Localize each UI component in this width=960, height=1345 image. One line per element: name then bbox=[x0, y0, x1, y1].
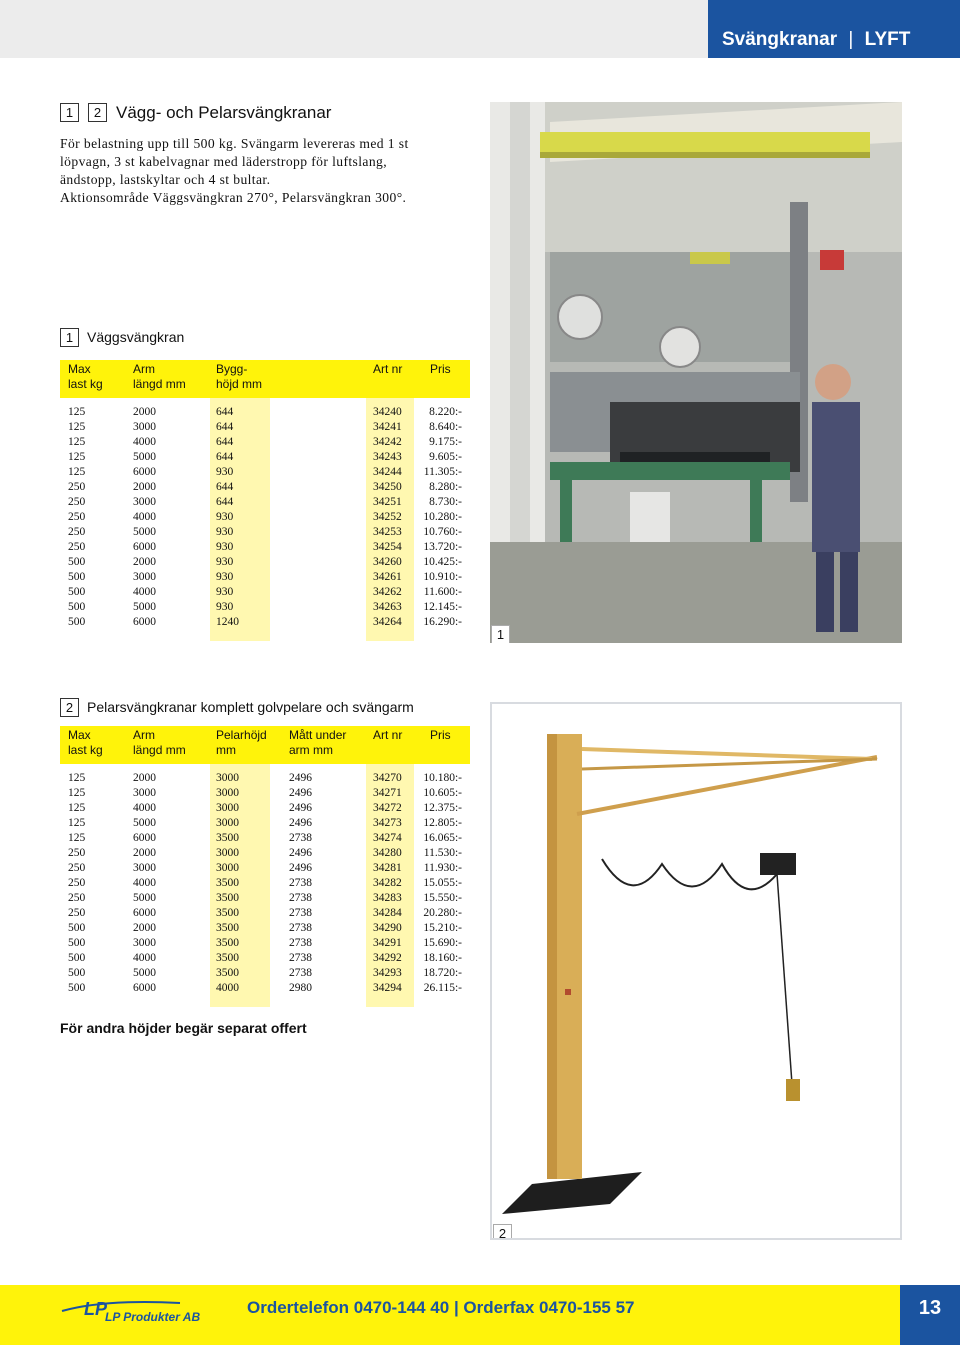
table2-cell: 2738 bbox=[289, 892, 312, 904]
table2-cell: 15.210:- bbox=[423, 922, 462, 934]
table1-header-line: längd mm bbox=[133, 377, 186, 391]
table1-cell: 500 bbox=[68, 556, 86, 568]
table1-cell: 8.220:- bbox=[429, 406, 462, 418]
photo2-label: 2 bbox=[493, 1224, 512, 1240]
table2-cell: 15.550:- bbox=[423, 892, 462, 904]
table1-badge: 1 bbox=[60, 328, 79, 347]
table2-cell: 250 bbox=[68, 877, 86, 889]
table2-cell: 5000 bbox=[133, 817, 156, 829]
table2-title: Pelarsvängkranar komplett golvpelare och svängarm bbox=[87, 699, 414, 715]
table2-cell: 3000 bbox=[216, 817, 239, 829]
table2-cell: 500 bbox=[68, 967, 86, 979]
table2-cell: 34291 bbox=[373, 937, 402, 949]
intro-line: ändstopp, lastskyltar och 4 st bultar. bbox=[60, 172, 271, 187]
table2-cell: 34292 bbox=[373, 952, 402, 964]
table1-cell: 500 bbox=[68, 571, 86, 583]
table2-cell: 26.115:- bbox=[423, 982, 462, 994]
table2-cell: 6000 bbox=[133, 907, 156, 919]
header-title-text: Svängkranar bbox=[722, 29, 838, 50]
table2-cell: 12.805:- bbox=[423, 817, 462, 829]
table1-header-row bbox=[60, 360, 470, 398]
table1-cell: 500 bbox=[68, 616, 86, 628]
intro-line: För belastning upp till 500 kg. Svängarm levereras med 1 st bbox=[60, 136, 409, 151]
table2-cell: 34282 bbox=[373, 877, 402, 889]
table2-header-line: Mått under bbox=[289, 728, 347, 742]
table2-cell: 12.375:- bbox=[423, 802, 462, 814]
table1-cell: 930 bbox=[216, 601, 234, 613]
table2-cell: 2000 bbox=[133, 847, 156, 859]
table1-header-line: Pris bbox=[430, 362, 451, 376]
table2-cell: 16.065:- bbox=[423, 832, 462, 844]
table2-header-line: last kg bbox=[68, 743, 103, 757]
table1-cell: 250 bbox=[68, 511, 86, 523]
table2-header-cell bbox=[430, 728, 451, 743]
table1-cell: 10.760:- bbox=[423, 526, 462, 538]
table2-cell: 34271 bbox=[373, 787, 402, 799]
photo1-label: 1 bbox=[491, 625, 510, 643]
table2-cell: 2738 bbox=[289, 832, 312, 844]
table1-header-cell bbox=[430, 362, 451, 377]
table2-cell: 3000 bbox=[216, 847, 239, 859]
table2-cell: 250 bbox=[68, 862, 86, 874]
table2-cell: 2738 bbox=[289, 877, 312, 889]
table1-cell: 10.910:- bbox=[423, 571, 462, 583]
table1-cell: 34263 bbox=[373, 601, 402, 613]
table1-cell: 10.425:- bbox=[423, 556, 462, 568]
table2-cell: 2496 bbox=[289, 817, 312, 829]
table2-cell: 2496 bbox=[289, 772, 312, 784]
table1-cell: 644 bbox=[216, 496, 234, 508]
table2-header-line: Pelarhöjd bbox=[216, 728, 267, 742]
table2-cell: 3000 bbox=[216, 787, 239, 799]
table1-cell: 930 bbox=[216, 556, 234, 568]
table2-cell: 2000 bbox=[133, 922, 156, 934]
table2-header-cell bbox=[216, 728, 267, 758]
table1-cell: 930 bbox=[216, 526, 234, 538]
table2-cell: 5000 bbox=[133, 892, 156, 904]
table1-cell: 34260 bbox=[373, 556, 402, 568]
table2-cell: 11.530:- bbox=[423, 847, 462, 859]
table1-cell: 8.640:- bbox=[429, 421, 462, 433]
table2-cell: 34284 bbox=[373, 907, 402, 919]
header-category: LYFT bbox=[864, 29, 911, 50]
table2-cell: 34274 bbox=[373, 832, 402, 844]
table1-cell: 9.175:- bbox=[429, 436, 462, 448]
table2-cell: 15.055:- bbox=[423, 877, 462, 889]
table2-cell: 6000 bbox=[133, 832, 156, 844]
table2-header-line: längd mm bbox=[133, 743, 186, 757]
company-logo bbox=[60, 1293, 230, 1325]
table1-cell: 930 bbox=[216, 571, 234, 583]
table2-cell: 250 bbox=[68, 847, 86, 859]
table1-cell: 5000 bbox=[133, 451, 156, 463]
table1-cell: 13.720:- bbox=[423, 541, 462, 553]
table2-cell: 4000 bbox=[133, 802, 156, 814]
table1-header-line: höjd mm bbox=[216, 377, 263, 391]
intro-line: löpvagn, 3 st kabelvagnar med läderstropp för luftslang, bbox=[60, 154, 388, 169]
table1-cell: 125 bbox=[68, 466, 86, 478]
table1-cell: 12.145:- bbox=[423, 601, 462, 613]
table1-cell: 250 bbox=[68, 481, 86, 493]
table1-cell: 4000 bbox=[133, 511, 156, 523]
table2-cell: 125 bbox=[68, 832, 86, 844]
table1-cell: 10.280:- bbox=[423, 511, 462, 523]
table1-cell: 3000 bbox=[133, 496, 156, 508]
table1-header-line: Bygg- bbox=[216, 362, 248, 376]
table1-cell: 6000 bbox=[133, 541, 156, 553]
table1-title: Väggsvängkran bbox=[87, 329, 185, 345]
table1-cell: 3000 bbox=[133, 421, 156, 433]
table1-cell: 34251 bbox=[373, 496, 402, 508]
table2-cell: 18.720:- bbox=[423, 967, 462, 979]
table1-cell: 2000 bbox=[133, 481, 156, 493]
table2-cell: 3500 bbox=[216, 937, 239, 949]
table2-cell: 2738 bbox=[289, 907, 312, 919]
table1-cell: 250 bbox=[68, 526, 86, 538]
table2-cell: 18.160:- bbox=[423, 952, 462, 964]
header-title-box bbox=[708, 0, 960, 58]
table1-cell: 34252 bbox=[373, 511, 402, 523]
section-badge-2: 2 bbox=[88, 103, 107, 122]
table2-header-line: Pris bbox=[430, 728, 451, 742]
table2-cell: 3500 bbox=[216, 832, 239, 844]
table2-cell: 125 bbox=[68, 772, 86, 784]
header-separator: | bbox=[848, 29, 854, 50]
table1-cell: 500 bbox=[68, 586, 86, 598]
table1-cell: 644 bbox=[216, 436, 234, 448]
order-phone: Ordertelefon 0470-144 40 | Orderfax 0470-155 57 bbox=[247, 1298, 635, 1317]
logo-mark: LP bbox=[84, 1299, 108, 1319]
table1-cell: 250 bbox=[68, 496, 86, 508]
table2-cell: 2000 bbox=[133, 772, 156, 784]
table1-cell: 8.280:- bbox=[429, 481, 462, 493]
table1-cell: 9.605:- bbox=[429, 451, 462, 463]
table1-cell: 34243 bbox=[373, 451, 402, 463]
table2-cell: 34290 bbox=[373, 922, 402, 934]
table2-cell: 11.930:- bbox=[423, 862, 462, 874]
table2-cell: 500 bbox=[68, 952, 86, 964]
table2-cell: 2496 bbox=[289, 802, 312, 814]
table2-cell: 500 bbox=[68, 937, 86, 949]
table2-cell: 2496 bbox=[289, 847, 312, 859]
table1-cell: 1240 bbox=[216, 616, 239, 628]
table2-cell: 125 bbox=[68, 787, 86, 799]
table2-cell: 2738 bbox=[289, 952, 312, 964]
table2-cell: 34294 bbox=[373, 982, 402, 994]
table2-cell: 2980 bbox=[289, 982, 312, 994]
table1-cell: 34244 bbox=[373, 466, 402, 478]
table1-header-cell bbox=[133, 362, 186, 392]
table2-cell: 10.180:- bbox=[423, 772, 462, 784]
table2-cell: 34280 bbox=[373, 847, 402, 859]
table2-cell: 250 bbox=[68, 907, 86, 919]
table2-cell: 500 bbox=[68, 922, 86, 934]
table2-cell: 4000 bbox=[133, 877, 156, 889]
table1-cell: 34250 bbox=[373, 481, 402, 493]
table2-cell: 3500 bbox=[216, 967, 239, 979]
table2-cell: 34272 bbox=[373, 802, 402, 814]
photo-wall-jib-crane bbox=[490, 102, 902, 643]
table1-cell: 4000 bbox=[133, 436, 156, 448]
table1-cell: 4000 bbox=[133, 586, 156, 598]
table1-cell: 34240 bbox=[373, 406, 402, 418]
table2-cell: 20.280:- bbox=[423, 907, 462, 919]
table1-header-cell bbox=[216, 362, 262, 392]
table1-cell: 6000 bbox=[133, 616, 156, 628]
table1-cell: 250 bbox=[68, 541, 86, 553]
table1 bbox=[60, 360, 470, 644]
table2-cell: 10.605:- bbox=[423, 787, 462, 799]
table1-header-line: Max bbox=[68, 362, 91, 376]
table2-cell: 3500 bbox=[216, 892, 239, 904]
table1-cell: 34264 bbox=[373, 616, 402, 628]
table1-cell: 34241 bbox=[373, 421, 402, 433]
table1-cell: 5000 bbox=[133, 601, 156, 613]
table1-cell: 34262 bbox=[373, 586, 402, 598]
table2-cell: 3000 bbox=[216, 772, 239, 784]
table2-badge: 2 bbox=[60, 698, 79, 717]
table2-header-cell bbox=[68, 728, 103, 758]
table2-header-line: Art nr bbox=[373, 728, 403, 742]
table1-cell: 644 bbox=[216, 421, 234, 433]
table1-cell: 644 bbox=[216, 451, 234, 463]
table1-cell: 930 bbox=[216, 541, 234, 553]
table2-header-line: Max bbox=[68, 728, 91, 742]
table2 bbox=[60, 726, 470, 1010]
table1-cell: 6000 bbox=[133, 466, 156, 478]
table1-cell: 125 bbox=[68, 421, 86, 433]
table1-header-line: last kg bbox=[68, 377, 103, 391]
table2-cell: 2496 bbox=[289, 787, 312, 799]
section-badge-1: 1 bbox=[60, 103, 79, 122]
table2-cell: 3000 bbox=[133, 937, 156, 949]
table1-cell: 34253 bbox=[373, 526, 402, 538]
table2-cell: 15.690:- bbox=[423, 937, 462, 949]
table2-cell: 125 bbox=[68, 817, 86, 829]
table2-cell: 6000 bbox=[133, 982, 156, 994]
table1-cell: 16.290:- bbox=[423, 616, 462, 628]
table1-header-line: Arm bbox=[133, 362, 155, 376]
table2-header-line: mm bbox=[216, 743, 236, 757]
table1-header-cell bbox=[68, 362, 103, 392]
table1-cell: 930 bbox=[216, 466, 234, 478]
table2-cell: 3500 bbox=[216, 952, 239, 964]
table2-cell: 34273 bbox=[373, 817, 402, 829]
table1-cell: 3000 bbox=[133, 571, 156, 583]
table1-cell: 11.305:- bbox=[423, 466, 462, 478]
header-title bbox=[722, 29, 910, 51]
table2-cell: 4000 bbox=[133, 952, 156, 964]
table1-cell: 125 bbox=[68, 451, 86, 463]
table2-cell: 2738 bbox=[289, 937, 312, 949]
table2-cell: 500 bbox=[68, 982, 86, 994]
intro-line: Aktionsområde Väggsvängkran 270°, Pelarsvängkran 300°. bbox=[60, 190, 407, 205]
table1-cell: 5000 bbox=[133, 526, 156, 538]
table2-cell: 34270 bbox=[373, 772, 402, 784]
table2-header-cell bbox=[289, 728, 346, 758]
table1-cell: 8.730:- bbox=[429, 496, 462, 508]
table2-cell: 34293 bbox=[373, 967, 402, 979]
table2-cell: 2738 bbox=[289, 967, 312, 979]
table2-cell: 3000 bbox=[133, 787, 156, 799]
table1-cell: 34242 bbox=[373, 436, 402, 448]
table2-cell: 2738 bbox=[289, 922, 312, 934]
table1-cell: 930 bbox=[216, 511, 234, 523]
table2-cell: 4000 bbox=[216, 982, 239, 994]
table2-cell: 34281 bbox=[373, 862, 402, 874]
table2-header-line: Arm bbox=[133, 728, 155, 742]
table2-header-cell bbox=[373, 728, 402, 743]
table1-cell: 34261 bbox=[373, 571, 402, 583]
intro-text bbox=[60, 135, 480, 207]
page-number: 13 bbox=[900, 1285, 960, 1345]
table1-cell: 11.600:- bbox=[423, 586, 462, 598]
table2-header-line: arm mm bbox=[289, 743, 333, 757]
table1-header-cell bbox=[373, 362, 402, 377]
table2-cell: 3500 bbox=[216, 922, 239, 934]
table1-cell: 125 bbox=[68, 436, 86, 448]
table2-header-cell bbox=[133, 728, 186, 758]
table1-cell: 125 bbox=[68, 406, 86, 418]
table1-header-line: Art nr bbox=[373, 362, 403, 376]
table2-cell: 3000 bbox=[133, 862, 156, 874]
table2-cell: 3000 bbox=[216, 862, 239, 874]
table1-cell: 644 bbox=[216, 406, 234, 418]
table2-cell: 3500 bbox=[216, 907, 239, 919]
table2-cell: 5000 bbox=[133, 967, 156, 979]
table2-cell: 2496 bbox=[289, 862, 312, 874]
section-title: Vägg- och Pelarsvängkranar bbox=[116, 103, 332, 122]
table2-cell: 3500 bbox=[216, 877, 239, 889]
note-text: För andra höjder begär separat offert bbox=[60, 1020, 307, 1036]
table1-cell: 34254 bbox=[373, 541, 402, 553]
table1-cell: 644 bbox=[216, 481, 234, 493]
table1-cell: 500 bbox=[68, 601, 86, 613]
logo-text: LP Produkter AB bbox=[105, 1310, 201, 1324]
photo-pillar-jib-crane bbox=[490, 702, 902, 1240]
table1-cell: 2000 bbox=[133, 406, 156, 418]
table2-cell: 125 bbox=[68, 802, 86, 814]
table2-cell: 3000 bbox=[216, 802, 239, 814]
table1-cell: 2000 bbox=[133, 556, 156, 568]
table2-cell: 34283 bbox=[373, 892, 402, 904]
footer-bar bbox=[0, 1285, 960, 1345]
table2-cell: 250 bbox=[68, 892, 86, 904]
table1-cell: 930 bbox=[216, 586, 234, 598]
